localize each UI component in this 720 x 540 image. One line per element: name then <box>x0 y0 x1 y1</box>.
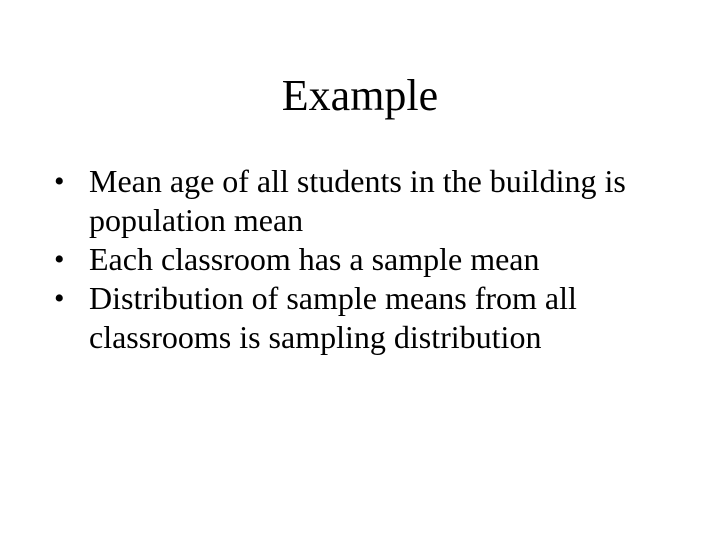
bullet-item <box>54 162 674 240</box>
bullet-text: Mean age of all students in the building is population mean <box>89 163 626 238</box>
bullet-icon: • <box>54 243 65 276</box>
bullet-icon: • <box>54 282 65 315</box>
slide-title: Example <box>281 71 439 120</box>
bullet-item <box>54 279 674 357</box>
bullet-list <box>54 162 674 357</box>
bullet-icon: • <box>54 165 65 198</box>
bullet-item <box>54 240 674 279</box>
bullet-text: Distribution of sample means from all classrooms is sampling distribution <box>89 280 577 355</box>
bullet-text: Each classroom has a sample mean <box>89 241 540 277</box>
